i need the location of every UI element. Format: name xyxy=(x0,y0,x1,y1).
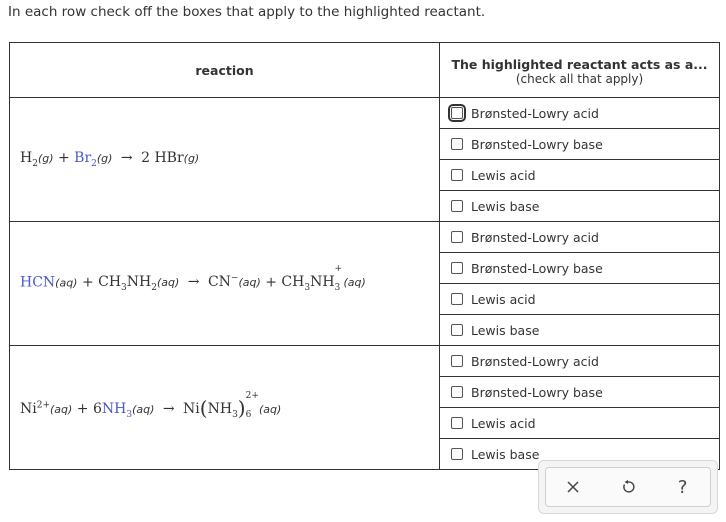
options-cell-3 xyxy=(440,346,720,470)
checkbox[interactable] xyxy=(451,138,463,150)
reactant-2: $CH_3NH_2(aq)$ xyxy=(98,274,180,294)
close-icon xyxy=(566,480,580,494)
product-2: $CH_3NH$ + 3 (aq) xyxy=(281,264,366,294)
checkbox[interactable] xyxy=(451,324,463,336)
reaction-arrow: → xyxy=(162,400,175,417)
options-cell-2 xyxy=(440,222,720,346)
question-table xyxy=(9,42,720,470)
option-lewis-acid[interactable]: Lewis acid xyxy=(440,284,719,315)
highlighted-reactant: $NH_3$ xyxy=(101,400,133,420)
reaction-row-3 xyxy=(10,346,720,470)
checkbox[interactable] xyxy=(451,293,463,305)
reactant-1: $H_2(g)$ xyxy=(20,150,54,169)
choices-header xyxy=(440,43,720,98)
reaction-header: reaction xyxy=(10,43,440,98)
choices-header-subtitle: (check all that apply) xyxy=(515,71,644,86)
checkbox[interactable] xyxy=(451,231,463,243)
highlighted-reactant: HCN xyxy=(20,274,56,291)
option-bronsted-acid[interactable]: Brønsted-Lowry acid xyxy=(440,346,719,377)
checkbox[interactable] xyxy=(451,417,463,429)
undo-button[interactable] xyxy=(612,471,644,503)
reaction-equation-1: $H_2(g) + Br_2(g) \to 2$ HBr(g) xyxy=(10,98,440,222)
reaction-equation-3: $Ni^{2+}(aq) + 6NH_3(aq) \to Ni(NH_3)$ 2+ 6 (aq) xyxy=(10,346,440,470)
reaction-arrow: → xyxy=(187,274,200,291)
option-lewis-base[interactable]: Lewis base xyxy=(440,191,719,221)
product-1: $Ni(NH_3)$ 2+ 6 (aq) xyxy=(183,390,282,420)
instruction-text: In each row check off the boxes that apply to the highlighted reactant. xyxy=(8,4,486,20)
checkbox[interactable] xyxy=(451,169,463,181)
option-lewis-acid[interactable]: Lewis acid xyxy=(440,408,719,439)
option-bronsted-base[interactable]: Brønsted-Lowry base xyxy=(440,129,719,160)
clear-button[interactable] xyxy=(557,471,589,503)
product-1: 2 HBr(g) xyxy=(141,150,200,167)
choices-header-title: The highlighted reactant acts as a... xyxy=(451,56,708,72)
checkbox[interactable] xyxy=(451,355,463,367)
reaction-row-1 xyxy=(10,98,720,222)
undo-icon xyxy=(620,479,636,495)
checkbox[interactable] xyxy=(451,386,463,398)
checkbox[interactable] xyxy=(451,107,463,119)
option-bronsted-base[interactable]: Brønsted-Lowry base xyxy=(440,377,719,408)
option-bronsted-acid[interactable]: Brønsted-Lowry acid xyxy=(440,98,719,129)
toolbar-inner xyxy=(545,467,711,507)
checkbox[interactable] xyxy=(451,200,463,212)
option-lewis-base[interactable]: Lewis base xyxy=(440,439,719,469)
header-row xyxy=(10,43,720,98)
options-cell-1 xyxy=(440,98,720,222)
option-lewis-base[interactable]: Lewis base xyxy=(440,315,719,345)
reaction-row-2 xyxy=(10,222,720,346)
help-icon: ? xyxy=(677,476,688,498)
reactant-1: $Ni^{2+}(aq)$ xyxy=(20,399,73,417)
answer-toolbar xyxy=(538,460,718,514)
reaction-arrow: → xyxy=(120,150,133,167)
option-bronsted-base[interactable]: Brønsted-Lowry base xyxy=(440,253,719,284)
product-1: CN−(aq) xyxy=(207,273,261,291)
checkbox[interactable] xyxy=(451,262,463,274)
option-lewis-acid[interactable]: Lewis acid xyxy=(440,160,719,191)
reaction-equation-2: $HCN(aq) + CH_3NH_2(aq) \to CN^-(aq) + CH_3NH$ + 3 (aq) xyxy=(10,222,440,346)
checkbox[interactable] xyxy=(451,448,463,460)
option-bronsted-acid[interactable]: Brønsted-Lowry acid xyxy=(440,222,719,253)
highlighted-reactant: $Br_2$ xyxy=(74,150,97,169)
help-button[interactable] xyxy=(667,471,699,503)
